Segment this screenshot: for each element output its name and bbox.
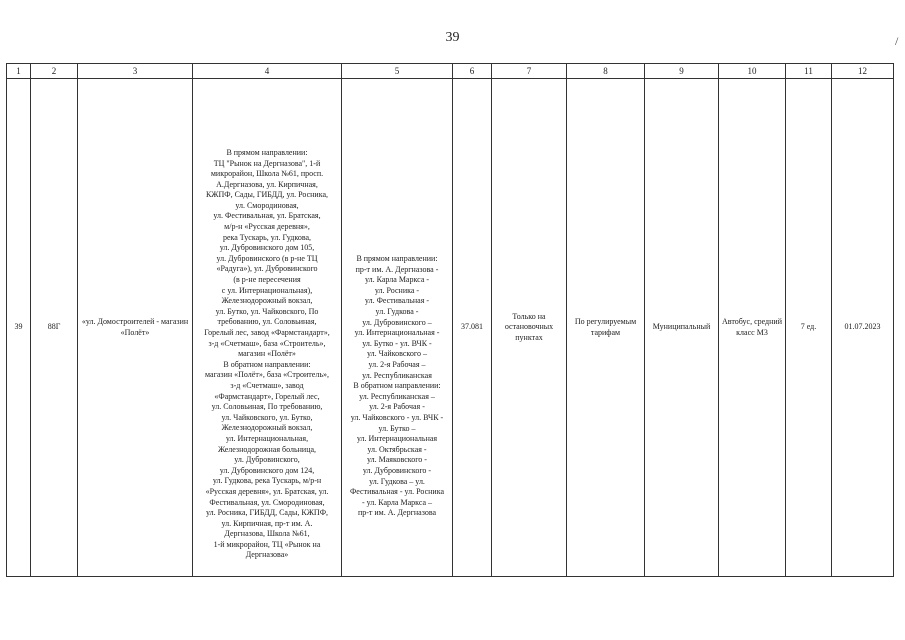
streets-route-line: КЖПФ, Сады, ГИБДД, ул. Росника,: [205, 190, 329, 200]
streets-route-line: ул. Гудкова, река Тускарь, м/р-н: [212, 476, 322, 486]
streets-list-line: ул. Интернациональная -: [354, 328, 440, 338]
column-number: 10: [719, 64, 786, 79]
streets-route-line: ТЦ "Рынок на Дергназова", 1-й: [213, 158, 321, 168]
streets-route-line: требованию, ул. Соловьиная,: [217, 317, 317, 327]
streets-route-line: ул. Бутко, ул. Чайковского, По: [215, 306, 319, 316]
streets-list-line: ул. Росника -: [374, 285, 420, 295]
streets-route-line: ул. Интернациональная,: [225, 433, 309, 443]
column-number: 2: [31, 64, 78, 79]
streets-list-line: ул. Республиканская –: [359, 391, 435, 401]
streets-route-line: Дергназова»: [245, 550, 289, 560]
streets-route-line: Железнодорожный вокзал,: [221, 423, 313, 433]
streets-list-line: пр-т им. А. Дергназова -: [355, 264, 439, 274]
column-number: 9: [645, 64, 719, 79]
streets-route-cell: [193, 79, 342, 577]
streets-list-line: ул. Дубровинского –: [362, 317, 432, 327]
column-number: 1: [7, 64, 31, 79]
streets-list-line: ул. Фестивальная -: [364, 296, 430, 306]
stops-order-text: Только на остановочных пунктах: [504, 311, 554, 342]
page-number: 39: [445, 30, 460, 45]
streets-route-line: В обратном направлении:: [223, 359, 311, 369]
streets-route-line: Дергназова, Школа №61,: [224, 529, 310, 539]
vehicle-class-text: Автобус, средний класс М3: [722, 316, 782, 337]
streets-route-line: ул. Дубровинского,: [234, 455, 300, 465]
column-number: 8: [567, 64, 645, 79]
streets-list-line: ул. Бутко - ул. ВЧК -: [362, 338, 432, 348]
streets-list-line: Фестивальная - ул. Росника: [349, 487, 445, 497]
route-name: «ул. Домостроителей - магазин «Полёт»: [78, 79, 193, 577]
streets-route-line: «Фармстандарт», Горелый лес,: [214, 391, 320, 401]
table-row: [7, 79, 894, 577]
route-length: 37.081: [453, 79, 492, 577]
edge-mark: /: [895, 34, 899, 48]
column-number: 12: [832, 64, 894, 79]
streets-list-line: В прямом направлении:: [356, 254, 438, 264]
streets-route-line: с ул. Интернациональная),: [221, 285, 313, 295]
vehicle-class: [719, 79, 786, 577]
streets-list-line: - ул. Карла Маркса –: [361, 497, 433, 507]
streets-list-line: ул. Дубровинского -: [362, 465, 432, 475]
streets-route-line: ул. Смородиновая,: [235, 200, 299, 210]
tariff: [567, 79, 645, 577]
streets-list-line: ул. Чайковского –: [367, 349, 427, 359]
column-number: 4: [193, 64, 342, 79]
streets-route-line: ул. Росника, ГИБДД, Сады, КЖПФ,: [205, 508, 329, 518]
streets-route-line: м/р-н «Русская деревня»,: [224, 222, 310, 232]
streets-route-line: ул. Дубровинского дом 124,: [219, 465, 315, 475]
streets-route-line: ул. Чайковского, ул. Бутко,: [221, 412, 313, 422]
streets-route-list: [195, 148, 339, 561]
tariff-text: По регулируемым тарифам: [574, 316, 637, 337]
streets-route-line: Горелый лес, завод «Фармстандарт»,: [204, 328, 330, 338]
route-table: [6, 63, 894, 577]
streets-route-line: река Тускарь, ул. Гудкова,: [222, 232, 312, 242]
streets-list-line: ул. Карла Маркса -: [364, 275, 430, 285]
streets-route-line: з-д «Счетмаш», база «Строитель»,: [208, 338, 326, 348]
streets-route-line: Железнодорожный вокзал,: [221, 296, 313, 306]
streets-list-line: ул. Маяковского -: [367, 455, 427, 465]
streets-route-line: з-д «Счетмаш», завод: [230, 380, 304, 390]
column-number: 7: [492, 64, 567, 79]
streets-route-line: ул. Дубровинского (в р-не ТЦ: [216, 253, 318, 263]
streets-route-line: магазин «Полёт», база «Строитель»,: [205, 370, 329, 380]
streets-route-line: ул. Соловьиная, По требованию,: [211, 402, 323, 412]
streets-route-line: магазин «Полёт»: [238, 349, 296, 359]
streets-route-line: Фестивальная, ул. Смородиновая,: [209, 497, 325, 507]
streets-route-line: ул. Кирпичная, пр-т им. А.: [221, 518, 313, 528]
streets-route-line: «Радуга»), ул. Дубровинского: [216, 264, 318, 274]
streets-list-line: ул. Республиканская: [362, 370, 432, 380]
streets-route-line: А.Дергназова, ул. Кирпичная,: [216, 179, 318, 189]
streets-route-line: В прямом направлении:: [226, 147, 308, 157]
streets-route-line: Железнодорожная больница,: [217, 444, 317, 454]
streets-list-line: ул. Бутко –: [378, 423, 416, 433]
streets-list-line: ул. Чайковского - ул. ВЧК -: [350, 412, 444, 422]
streets-list-cell: [342, 79, 453, 577]
column-number: 3: [78, 64, 193, 79]
vehicle-count: 7 ед.: [786, 79, 832, 577]
streets-list: [344, 254, 450, 519]
streets-list-line: ул. Октябрьская -: [367, 444, 427, 454]
column-number: 11: [786, 64, 832, 79]
stops-order: [492, 79, 567, 577]
streets-route-line: (в р-не пересечения: [233, 275, 301, 285]
streets-list-line: ул. 2-я Рабочая –: [368, 360, 426, 370]
streets-list-line: В обратном направлении:: [353, 381, 441, 391]
column-number: 5: [342, 64, 453, 79]
route-number: 88Г: [31, 79, 78, 577]
streets-list-line: пр-т им. А. Дергназова: [357, 508, 437, 518]
streets-list-line: ул. 2-я Рабочая -: [369, 402, 425, 412]
streets-route-line: микрорайон, Школа №61, просп.: [210, 169, 324, 179]
column-number: 6: [453, 64, 492, 79]
streets-list-line: ул. Интернациональная: [356, 434, 438, 444]
streets-list-line: ул. Гудкова – ул.: [369, 476, 425, 486]
streets-route-line: ул. Дубровинского дом 105,: [219, 243, 315, 253]
streets-route-line: «Русская деревня», ул. Братская, ул.: [205, 486, 329, 496]
streets-route-line: 1-й микрорайон, ТЦ «Рынок на: [213, 539, 321, 549]
column-number-row: [7, 64, 894, 79]
start-date: 01.07.2023: [832, 79, 894, 577]
row-index: 39: [7, 79, 31, 577]
carrier-type: Муниципальный: [645, 79, 719, 577]
streets-list-line: ул. Гудкова -: [375, 307, 419, 317]
streets-route-line: ул. Фестивальная, ул. Братская,: [213, 211, 321, 221]
